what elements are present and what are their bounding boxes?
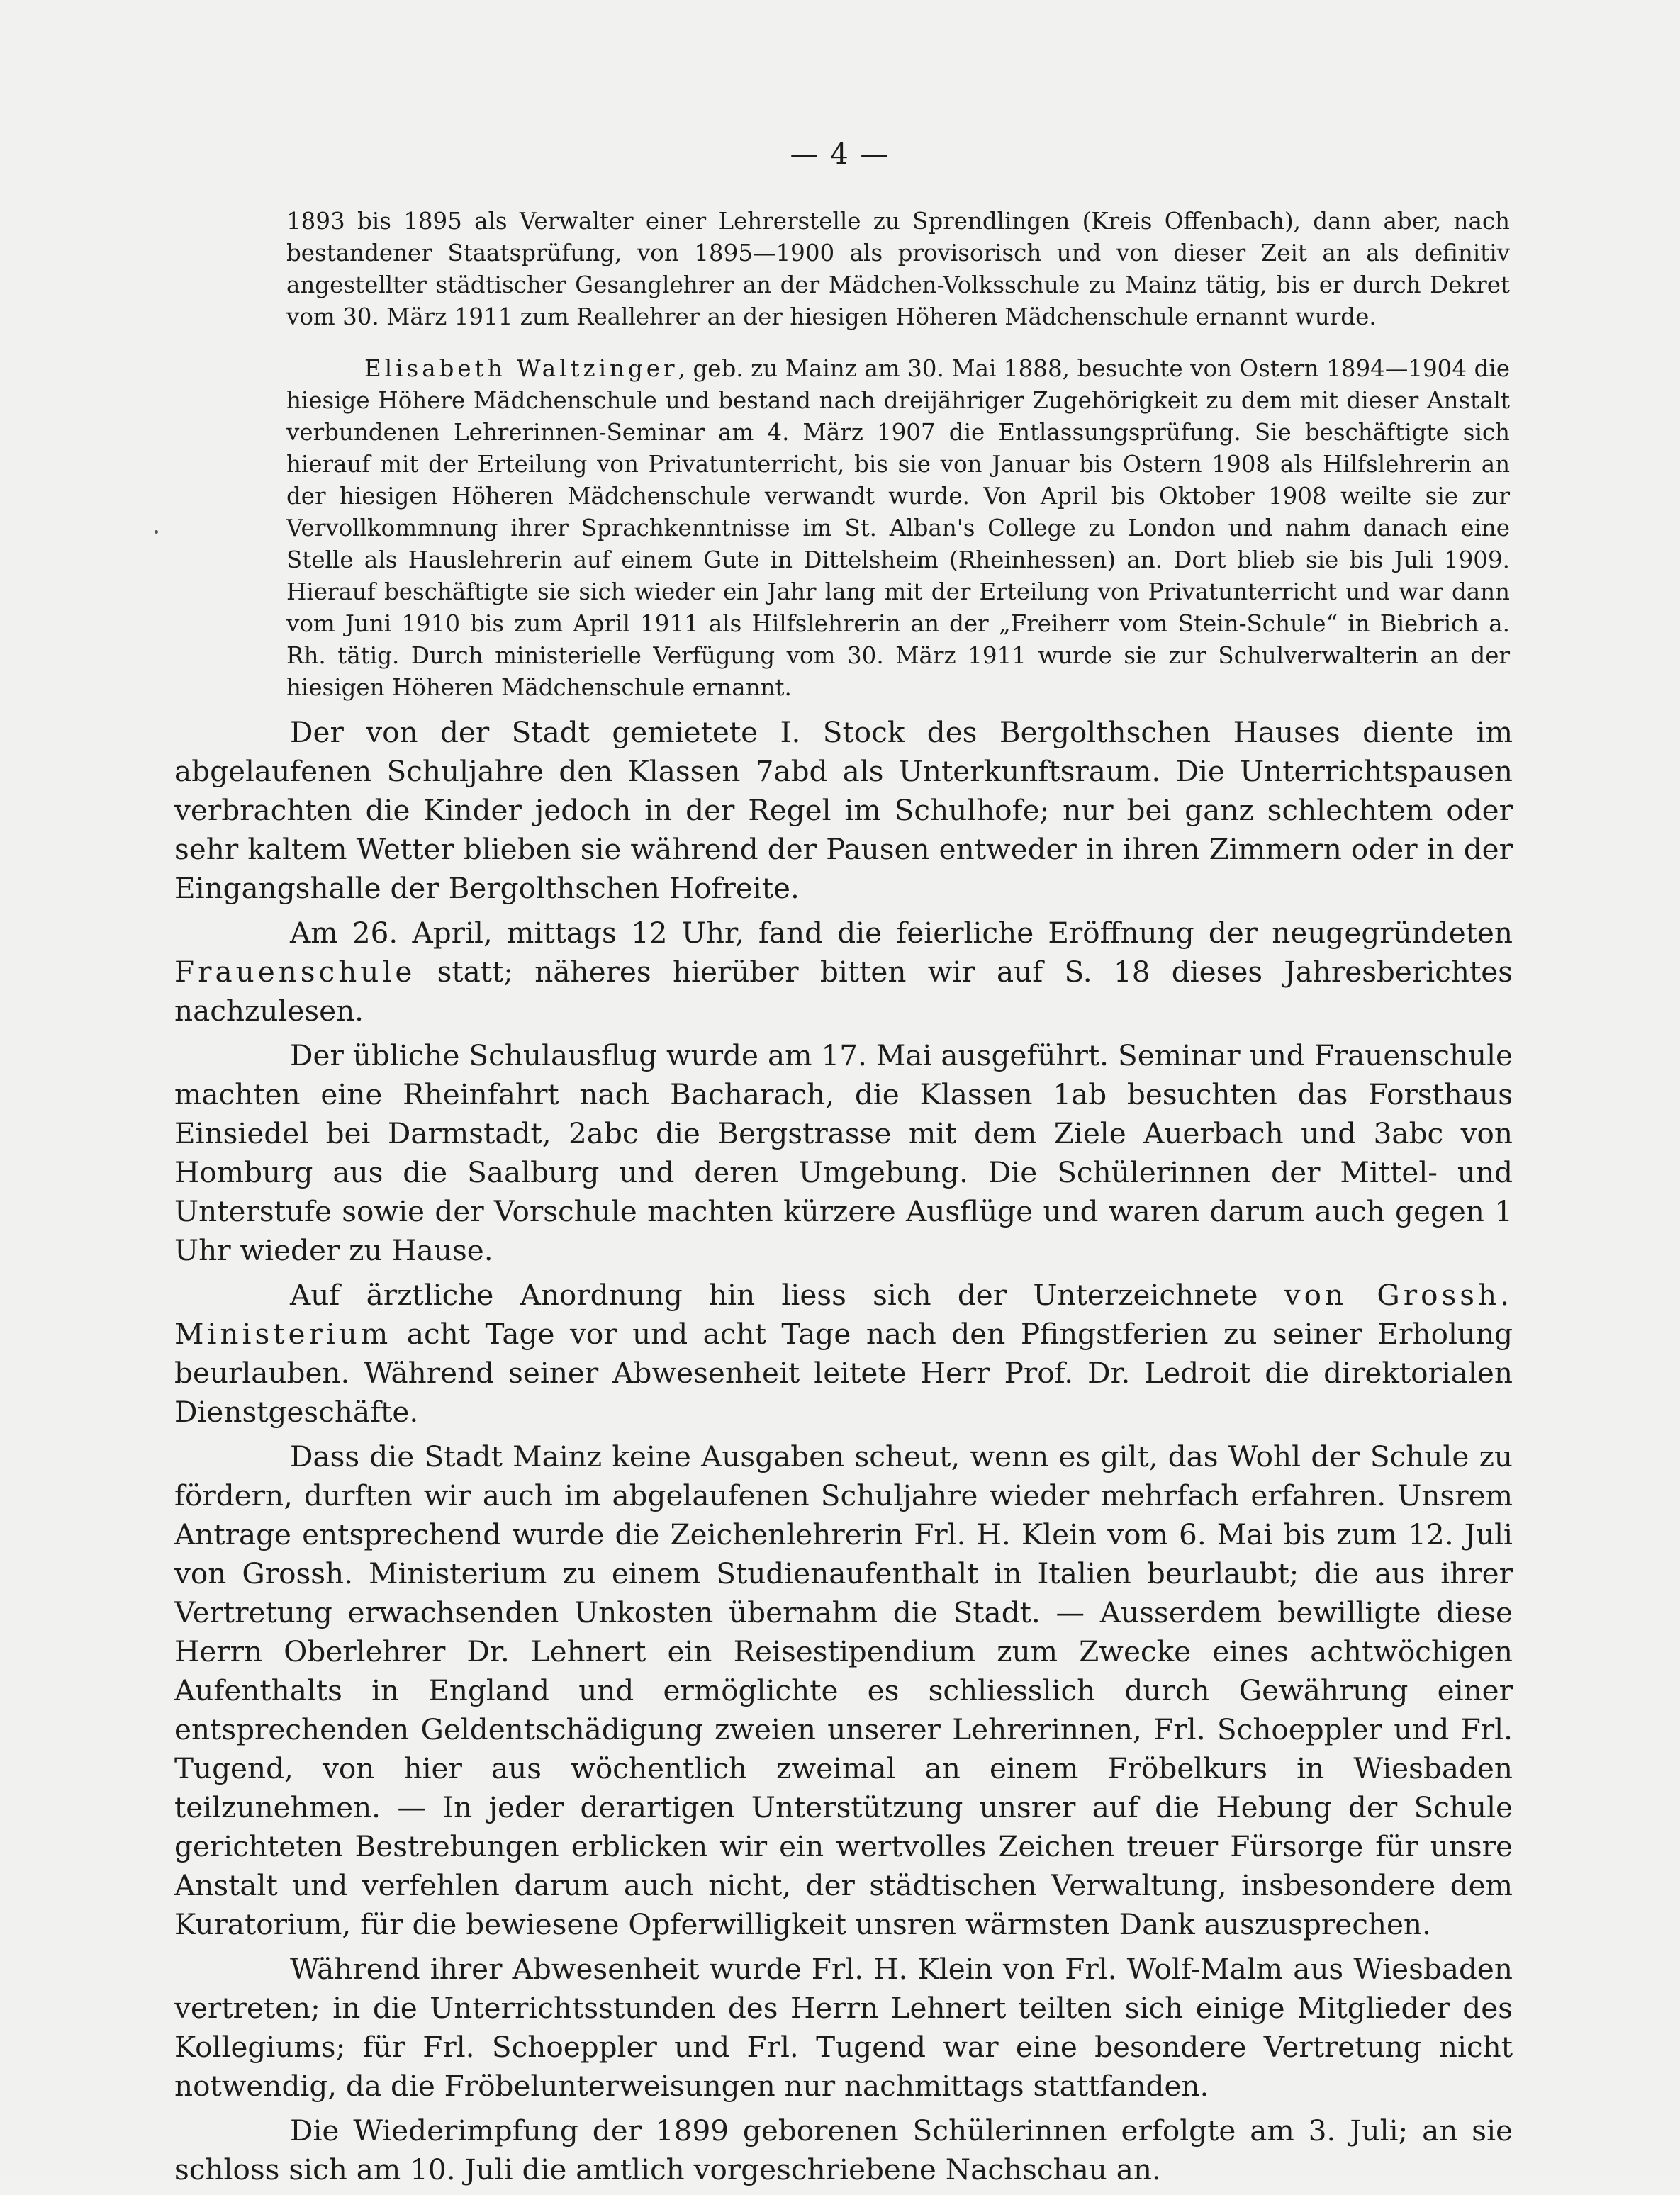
paragraph-text: statt; näheres hierüber bitten wir auf S. 18 dieses Jahresberichtes nachzulesen. [174, 955, 1513, 1028]
paragraph-biography-waltzinger [286, 353, 1510, 704]
person-name: Elisabeth Waltzinger [364, 355, 678, 382]
page-number: — 4 — [790, 138, 890, 171]
paragraph-biography-continued [286, 206, 1510, 333]
paragraph-substitution: Während ihrer Abwesenheit wurde Frl. H. Klein von Frl. Wolf-Malm aus Wiesbaden vertreten; in die Unterrichtsstunden des Herrn Lehnert teilten sich einige Mitglieder des Kollegiums; für Frl. Schoeppler und Frl. Tugend war eine besondere Vertretung nicht notwendig, da die Fröbelunterweisungen nur nachmittags stattfanden. [174, 1952, 1513, 2103]
paragraph-vaccination: Die Wiederimpfung der 1899 geborenen Schülerinnen erfolgte am 3. Juli; an sie schloss sich am 10. Juli die amtlich vorgeschriebene Nachschau an. [174, 2113, 1513, 2186]
paragraph-text: acht Tage vor und acht Tage nach den Pfingstferien zu seiner Erholung beurlauben. Während seiner Abwesenheit leitete Herr Prof. Dr. Ledroit die direktorialen Dienstgeschäfte. [174, 1317, 1513, 1429]
paper-speck [155, 530, 158, 534]
emphasis-frauenschule: Frauenschule [174, 955, 416, 989]
emphasis-ministerium: von Grossh. Ministerium [174, 1278, 1513, 1351]
paragraph-leave [174, 1276, 1513, 1432]
paragraph-frauenschule [174, 914, 1513, 1031]
paragraph-city-support: Dass die Stadt Mainz keine Ausgaben scheut, wenn es gilt, das Wohl der Schule zu fördern, durften wir auch im abgelaufenen Schuljahre wieder mehrfach erfahren. Unsrem Antrage entsprechend wurde die Zeichenlehrerin Frl. H. Klein vom 6. Mai bis zum 12. Juli von Grossh. Ministerium zu einem Studienaufenthalt in Italien beurlaubt; die aus ihrer Vertretung erwachsenden Unkosten übernahm die Stadt. — Ausserdem bewilligte diese Herrn Oberlehrer Dr. Lehnert ein Reisestipendium zum Zwecke eines achtwöchigen Aufenthalts in England und ermöglichte es schliesslich durch Gewährung einer entsprechenden Geldentschädigung zweien unserer Lehrerinnen, Frl. Schoeppler und Frl. Tugend, von hier aus wöchentlich zweimal an einem Fröbelkurs in Wiesbaden teilzunehmen. — In jeder derartigen Unterstützung unsrer auf die Hebung der Schule gerichteten Bestrebungen erblicken wir ein wertvolles Zeichen treuer Fürsorge für unsre Anstalt und verfehlen darum auch nicht, der städtischen Verwaltung, insbesondere dem Kuratorium, für die bewiesene Opferwilligkeit unsren wärmsten Dank auszusprechen. [174, 1439, 1513, 1941]
paragraph-text: , geb. zu Mainz am 30. Mai 1888, besuchte von Ostern 1894—1904 die hiesige Höhere Mädchenschule und bestand nach dreijähriger Zugehörigkeit zu dem mit dieser Anstalt verbundenen Lehrerinnen-Seminar am 4. März 1907 die Entlassungsprüfung. Sie beschäftigte sich hierauf mit der Erteilung von Privatunterricht, bis sie von Januar bis Ostern 1908 als Hilfslehrerin an der hiesigen Höheren Mädchenschule verwandt wurde. Von April bis Oktober 1908 weilte sie zur Vervollkommnung ihrer Sprachkenntnisse im St. Alban's College zu London und nahm danach eine Stelle als Hauslehrerin auf einem Gute in Dittelsheim (Rheinhessen) an. Dort blieb sie bis Juli 1909. Hierauf beschäftigte sie sich wieder ein Jahr lang mit der Erteilung von Privatunterricht und war dann vom Juni 1910 bis zum April 1911 als Hilfslehrerin an der „Freiherr vom Stein-Schule“ in Biebrich a. Rh. tätig. Durch ministerielle Verfügung vom 30. März 1911 wurde sie zur Schulverwalterin an der hiesigen Höheren Mädchenschule ernannt. [286, 355, 1510, 701]
paragraph-text: Auf ärztliche Anordnung hin liess sich der Unterzeichnete [290, 1278, 1284, 1312]
main-text-block [174, 713, 1513, 2195]
paragraph-schulausflug: Der übliche Schulausflug wurde am 17. Mai ausgeführt. Seminar und Frauenschule machten eine Rheinfahrt nach Bacharach, die Klassen 1ab besuchten das Forsthaus Einsiedel bei Darmstadt, 2abc die Bergstrasse mit dem Ziele Auerbach und 3abc von Homburg aus die Saalburg und deren Umgebung. Die Schülerinnen der Mittel- und Unterstufe sowie der Vorschule machten kürzere Ausflüge und waren darum auch gegen 1 Uhr wieder zu Hause. [174, 1038, 1513, 1267]
paragraph-classroom: Der von der Stadt gemietete I. Stock des Bergolthschen Hauses diente im abgelaufenen Schuljahre den Klassen 7abd als Unterkunftsraum. Die Unterrichtspausen verbrachten die Kinder jedoch in der Regel im Schulhofe; nur bei ganz schlechtem oder sehr kaltem Wetter blieben sie während der Pausen entweder in ihren Zimmern oder in der Eingangshalle der Bergolthschen Hofreite. [174, 715, 1513, 905]
paragraph-text: Am 26. April, mittags 12 Uhr, fand die feierliche Eröffnung der neugegründeten [290, 916, 1513, 950]
paragraph-text: 1893 bis 1895 als Verwalter einer Lehrerstelle zu Sprendlingen (Kreis Offenbach), dann aber, nach bestandener Staatsprüfung, von 1895—1900 als provisorisch und von dieser Zeit an als definitiv angestellter städtischer Gesanglehrer an der Mädchen-Volksschule zu Mainz tätig, bis er durch Dekret vom 30. März 1911 zum Reallehrer an der hiesigen Höheren Mädchenschule ernannt wurde. [286, 208, 1510, 330]
